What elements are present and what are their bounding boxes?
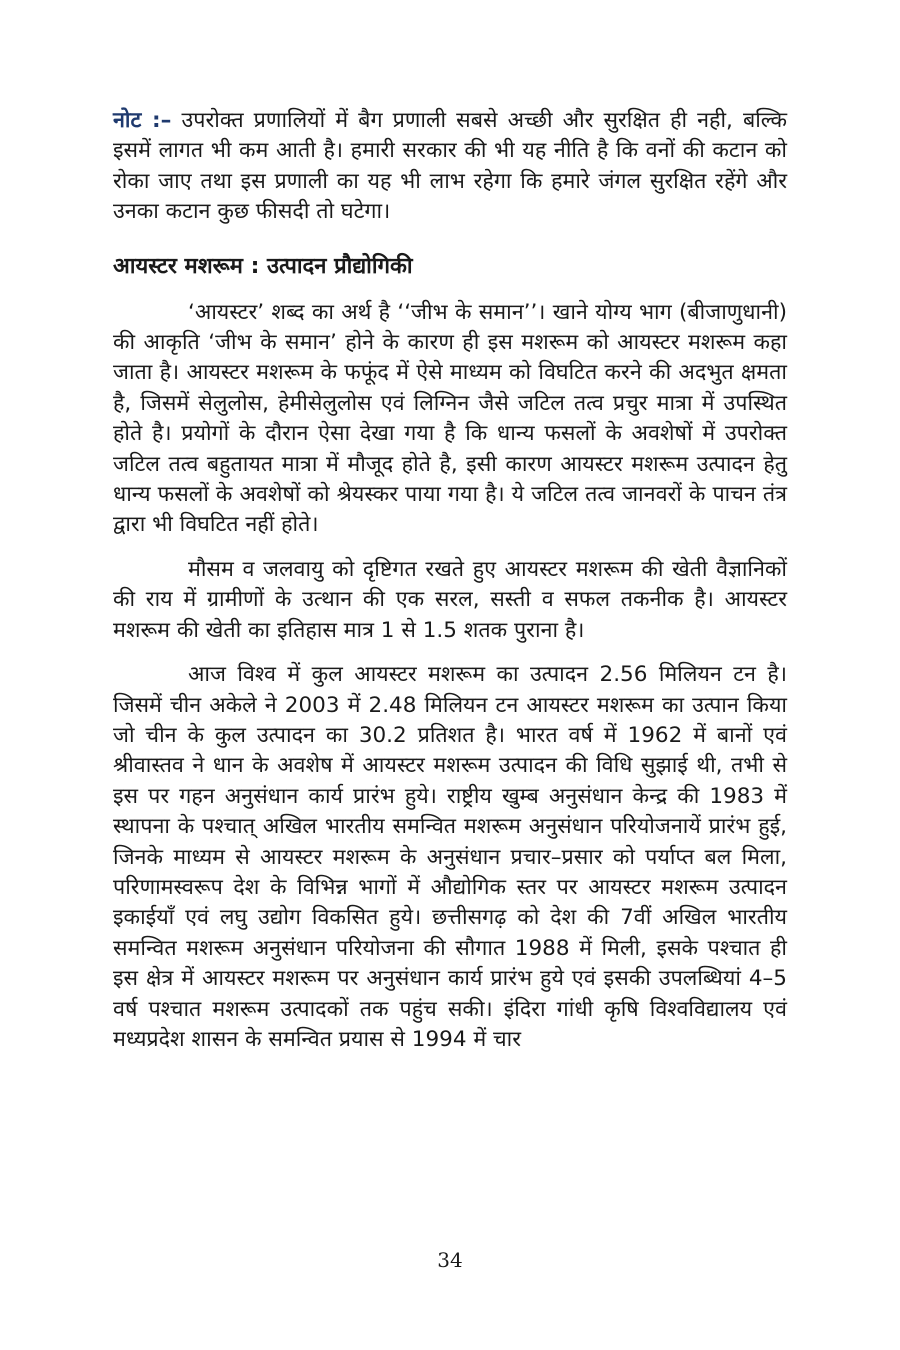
body-paragraph-1: ‘आयस्टर’ शब्द का अर्थ है ‘‘जीभ के समान’’। खाने योग्य भाग (बीजाणुधानी) की आकृति ‘जीभ के समान’ होने के कारण ही इस मशरूम को आयस्टर मशरूम कहा जाता है। आयस्टर मशरूम के फफूंद में ऐसे माध्यम को विघटित करने की अदभुत क्षमता है, जिसमें सेलुलोस, हेमीसेलुलोस एवं लिग्निन जैसे जटिल तत्व प्रचुर मात्रा में उपस्थित होते है। प्रयोगों के दौरान ऐसा देखा गया है कि धान्य फसलों के अवशेषों में उपरोक्त जटिल तत्व बहुतायत मात्रा में मौजूद होते है, इसी कारण आयस्टर मशरूम उत्पादन हेतु धान्य फसलों के अवशेषों को श्रेयस्कर पाया गया है। ये जटिल तत्व जानवरों के पाचन तंत्र द्वारा भी विघटित नहीं होते। [113,299,787,538]
body-paragraph-3: आज विश्व में कुल आयस्टर मशरूम का उत्पादन 2.56 मिलियन टन है। जिसमें चीन अकेले ने 2003 में 2.48 मिलियन टन आयस्टर मशरूम का उत्पान किया जो चीन के कुल उत्पादन का 30.2 प्रतिशत है। भारत वर्ष में 1962 में बानों एवं श्रीवास्तव ने धान के अवशेष में आयस्टर मशरूम उत्पादन की विधि सुझाई थी, तभी से इस पर गहन अनुसंधान कार्य प्रारंभ हुये। राष्ट्रीय खुम्ब अनुसंधान केन्द्र की 1983 में स्थापना के पश्चात् अखिल भारतीय समन्वित मशरूम अनुसंधान परियोजनायें प्रारंभ हुई, जिनके माध्यम से आयस्टर मशरूम के अनुसंधान प्रचार–प्रसार को पर्याप्त बल मिला, परिणामस्वरूप देश के विभिन्न भागों में औद्योगिक स्तर पर आयस्टर मशरूम उत्पादन इकाईयाँ एवं लघु उद्योग विकसित हुये। छत्तीसगढ़ को देश की 7वीं अखिल भारतीय समन्वित मशरूम अनुसंधान परियोजना की सौगात 1988 में मिली, इसके पश्चात ही इस क्षेत्र में आयस्टर मशरूम पर अनुसंधान कार्य प्रारंभ हुये एवं इसकी उपलब्धियां 4–5 वर्ष पश्चात मशरूम उत्पादकों तक पहुंच सकी। इंदिरा गांधी कृषि विश्वविद्यालय एवं मध्यप्रदेश शासन के समन्वित प्रयास से 1994 में चार [113,662,787,1052]
body-paragraph-2: मौसम व जलवायु को दृष्टिगत रखते हुए आयस्टर मशरूम की खेती वैज्ञानिकों की राय में ग्रामीणों के उत्थान की एक सरल, सस्ती व सफल तकनीक है। आयस्टर मशरूम की खेती का इतिहास मात्र 1 से 1.5 शतक पुराना है। [113,556,787,643]
note-paragraph [113,106,787,228]
note-text: उपरोक्त प्रणालियों में बैग प्रणाली सबसे अच्छी और सुरक्षित ही नही, बल्कि इसमें लागत भी कम आती है। हमारी सरकार की भी यह नीति है कि वनों की कटान को रोका जाए तथा इस प्रणाली का यह भी लाभ रहेगा कि हमारे जंगल सुरक्षित रहेंगे और उनका कटान कुछ फीसदी तो घटेगा। [113,108,787,225]
page-number: 34 [437,1248,463,1272]
page-content [113,106,787,1055]
note-label: नोट :– [113,108,172,133]
section-heading: आयस्टर मशरूम : उत्पादन प्रौद्योगिकी [113,253,413,279]
